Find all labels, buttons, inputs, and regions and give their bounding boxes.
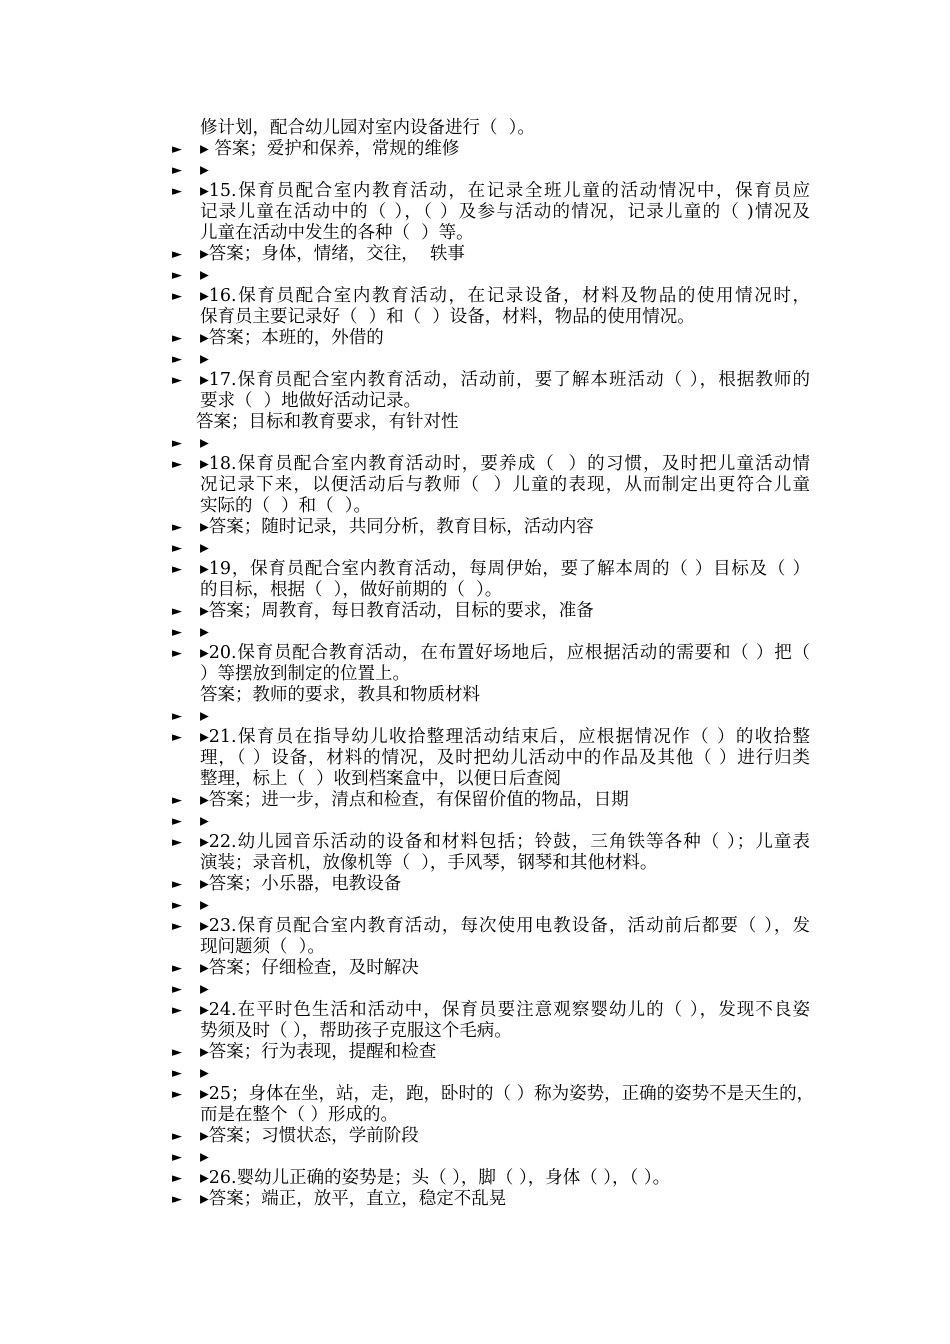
list-item-continuation xyxy=(0,118,950,139)
bullet-marker-icon: ► xyxy=(172,541,182,556)
line-text: ▸22.幼儿园音乐活动的设备和材料包括；铃鼓，三角铁等各种（ ）；儿童表 xyxy=(200,832,810,852)
bullet-marker-icon: ► xyxy=(172,625,182,640)
list-item xyxy=(0,286,950,307)
line-text: ▸答案；周教育，每日教育活动，目标的要求，准备 xyxy=(200,601,594,621)
bullet-marker-icon: ► xyxy=(172,898,182,913)
list-item xyxy=(0,895,950,916)
bullet-marker-icon: ► xyxy=(172,184,182,199)
list-item xyxy=(0,706,950,727)
line-text: 现问题须（ ）。 xyxy=(200,937,325,957)
list-item xyxy=(0,958,950,979)
line-text: ▸ xyxy=(200,811,209,831)
list-item-continuation xyxy=(0,1021,950,1042)
line-text: ▸18.保育员配合室内教育活动时，要养成（ ）的习惯，及时把儿童活动情 xyxy=(200,454,810,474)
line-text: ▸23.保育员配合室内教育活动，每次使用电教设备，活动前后都要（ ），发 xyxy=(200,916,810,936)
bullet-marker-icon: ► xyxy=(172,436,182,451)
bullet-marker-icon: ► xyxy=(172,163,182,178)
list-item xyxy=(0,454,950,475)
line-text: ▸17.保育员配合室内教育活动，活动前，要了解本班活动（ ），根据教师的 xyxy=(200,370,810,390)
line-text: 要求（ ）地做好活动记录。 xyxy=(200,391,422,411)
bullet-marker-icon: ► xyxy=(172,1045,182,1060)
list-item xyxy=(0,370,950,391)
line-text: 实际的（ ）和（ ）。 xyxy=(200,496,372,516)
line-text: ▸答案；本班的，外借的 xyxy=(200,328,384,348)
list-item xyxy=(0,979,950,1000)
bullet-marker-icon: ► xyxy=(172,709,182,724)
line-text: ▸20.保育员配合教育活动，在布置好场地后，应根据活动的需要和（ ）把（ xyxy=(200,643,810,663)
bullet-marker-icon: ► xyxy=(172,1150,182,1165)
list-item xyxy=(0,727,950,748)
line-text: ▸ xyxy=(200,160,209,180)
bullet-marker-icon: ► xyxy=(172,562,182,577)
list-item xyxy=(0,1000,950,1021)
bullet-marker-icon: ► xyxy=(172,520,182,535)
bullet-marker-icon: ► xyxy=(172,247,182,262)
line-text: 答案；目标和教育要求，有针对性 xyxy=(196,412,459,432)
list-item xyxy=(0,811,950,832)
list-item xyxy=(0,874,950,895)
line-text: ▸15.保育员配合室内教育活动，在记录全班儿童的活动情况中，保育员应 xyxy=(200,181,810,201)
line-text: ▸16.保育员配合室内教育活动，在记录设备，材料及物品的使用情况时， xyxy=(200,286,810,306)
bullet-marker-icon: ► xyxy=(172,289,182,304)
list-item-continuation xyxy=(0,853,950,874)
line-text: ▸答案；身体，情绪，交往， 轶事 xyxy=(200,244,465,264)
list-item xyxy=(0,1084,950,1105)
list-item xyxy=(0,643,950,664)
line-text: ▸答案；小乐器，电教设备 xyxy=(200,874,402,894)
list-item xyxy=(0,181,950,202)
list-item-continuation xyxy=(0,937,950,958)
line-text: ▸ xyxy=(200,706,209,726)
line-text: ▸ xyxy=(200,349,209,369)
line-text: ▸19，保育员配合室内教育活动，每周伊始，要了解本周的（ ）目标及（ ） xyxy=(200,559,810,579)
bullet-marker-icon: ► xyxy=(172,331,182,346)
bullet-marker-icon: ► xyxy=(172,835,182,850)
line-text: 记录儿童在活动中的（ ），（ ）及参与活动的情况，记录儿童的（ )情况及 xyxy=(200,202,810,222)
bullet-marker-icon: ► xyxy=(172,1003,182,1018)
line-text: ▸ xyxy=(200,265,209,285)
list-item xyxy=(0,1168,950,1189)
line-text: ▸答案；进一步，清点和检查，有保留价值的物品，日期 xyxy=(200,790,629,810)
list-item-continuation xyxy=(0,685,950,706)
list-item-continuation xyxy=(0,748,950,769)
list-item xyxy=(0,916,950,937)
bullet-marker-icon: ► xyxy=(172,793,182,808)
list-item xyxy=(0,601,950,622)
line-text: ▸答案；习惯状态，学前阶段 xyxy=(200,1126,419,1146)
list-item xyxy=(0,139,950,160)
list-item xyxy=(0,1063,950,1084)
list-item-continuation xyxy=(0,412,950,433)
line-text: 整理，标上（ ）收到档案盒中，以便日后查阅 xyxy=(200,769,562,789)
list-item-continuation xyxy=(0,769,950,790)
bullet-marker-icon: ► xyxy=(172,457,182,472)
line-text: ）等摆放到制定的位置上。 xyxy=(200,664,410,684)
list-item xyxy=(0,832,950,853)
line-text: ▸ xyxy=(200,538,209,558)
line-text: 况记录下来，以便活动后与教师（ ）儿童的表现，从而制定出更符合儿童 xyxy=(200,475,810,495)
list-item xyxy=(0,622,950,643)
line-text: ▸答案；仔细检查，及时解决 xyxy=(200,958,419,978)
bullet-marker-icon: ► xyxy=(172,1171,182,1186)
line-text: 答案；教师的要求，教具和物质材料 xyxy=(200,685,480,705)
list-item-continuation xyxy=(0,475,950,496)
list-item xyxy=(0,1042,950,1063)
bullet-marker-icon: ► xyxy=(172,646,182,661)
line-text: ▸答案；行为表现，提醒和检查 xyxy=(200,1042,437,1062)
line-text: ▸ xyxy=(200,1147,209,1167)
line-text: ▸24.在平时色生活和活动中，保育员要注意观察婴幼儿的（ ），发现不良姿 xyxy=(200,1000,810,1020)
list-item xyxy=(0,517,950,538)
line-text: 理，（ ）设备，材料的情况，及时把幼儿活动中的作品及其他（ ）进行归类 xyxy=(200,748,810,768)
line-text: 势须及时（ ），帮助孩子克服这个毛病。 xyxy=(200,1021,512,1041)
bullet-marker-icon: ► xyxy=(172,1129,182,1144)
line-text: 儿童在活动中发生的各种（ ）等。 xyxy=(200,223,474,243)
line-text: ▸ xyxy=(200,622,209,642)
bullet-marker-icon: ► xyxy=(172,814,182,829)
line-text: 保育员主要记录好（ ）和（ ）设备，材料，物品的使用情况。 xyxy=(200,307,695,327)
list-item xyxy=(0,244,950,265)
list-item xyxy=(0,559,950,580)
list-item xyxy=(0,433,950,454)
line-text: ▸21.保育员在指导幼儿收拾整理活动结束后，应根据情况作（ ）的收拾整 xyxy=(200,727,810,747)
bullet-marker-icon: ► xyxy=(172,604,182,619)
bullet-marker-icon: ► xyxy=(172,373,182,388)
line-text: 演装；录音机，放像机等（ ），手风琴，钢琴和其他材料。 xyxy=(200,853,658,873)
list-item xyxy=(0,349,950,370)
line-text: ▸ xyxy=(200,979,209,999)
bullet-marker-icon: ► xyxy=(172,730,182,745)
list-item-continuation xyxy=(0,307,950,328)
document-page xyxy=(0,118,950,1210)
line-text: ▸ xyxy=(200,895,209,915)
list-item xyxy=(0,160,950,181)
list-item xyxy=(0,790,950,811)
line-text: ▸26.婴幼儿正确的姿势是；头（ ），脚（ ），身体（ ），（ ）。 xyxy=(200,1168,671,1188)
list-item-continuation xyxy=(0,202,950,223)
line-text: ▸25；身体在坐，站，走，跑，卧时的（ ）称为姿势，正确的姿势不是天生的， xyxy=(200,1084,815,1104)
list-item xyxy=(0,265,950,286)
bullet-marker-icon: ► xyxy=(172,961,182,976)
list-item xyxy=(0,1147,950,1168)
list-item-continuation xyxy=(0,391,950,412)
line-text: ▸答案；随时记录，共同分析，教育目标，活动内容 xyxy=(200,517,594,537)
list-item-continuation xyxy=(0,223,950,244)
bullet-marker-icon: ► xyxy=(172,982,182,997)
bullet-marker-icon: ► xyxy=(172,877,182,892)
line-text: 而是在整个（ ）形成的。 xyxy=(200,1105,399,1125)
list-item-continuation xyxy=(0,496,950,517)
list-item xyxy=(0,538,950,559)
bullet-marker-icon: ► xyxy=(172,142,182,157)
line-text: ▸ 答案；爱护和保养，常规的维修 xyxy=(200,139,460,159)
line-text: ▸ xyxy=(200,1063,209,1083)
line-text: 修计划，配合幼儿园对室内设备进行（ ）。 xyxy=(200,118,535,138)
list-item xyxy=(0,1126,950,1147)
bullet-marker-icon: ► xyxy=(172,1087,182,1102)
list-item xyxy=(0,1189,950,1210)
line-text: 的目标，根据（ ），做好前期的（ ）。 xyxy=(200,580,503,600)
bullet-marker-icon: ► xyxy=(172,919,182,934)
list-item xyxy=(0,328,950,349)
list-item-continuation xyxy=(0,1105,950,1126)
line-text: ▸答案；端正，放平，直立，稳定不乱晃 xyxy=(200,1189,507,1209)
bullet-marker-icon: ► xyxy=(172,268,182,283)
line-text: ▸ xyxy=(200,433,209,453)
bullet-marker-icon: ► xyxy=(172,1066,182,1081)
bullet-marker-icon: ► xyxy=(172,352,182,367)
list-item-continuation xyxy=(0,664,950,685)
list-item-continuation xyxy=(0,580,950,601)
bullet-marker-icon: ► xyxy=(172,1192,182,1207)
